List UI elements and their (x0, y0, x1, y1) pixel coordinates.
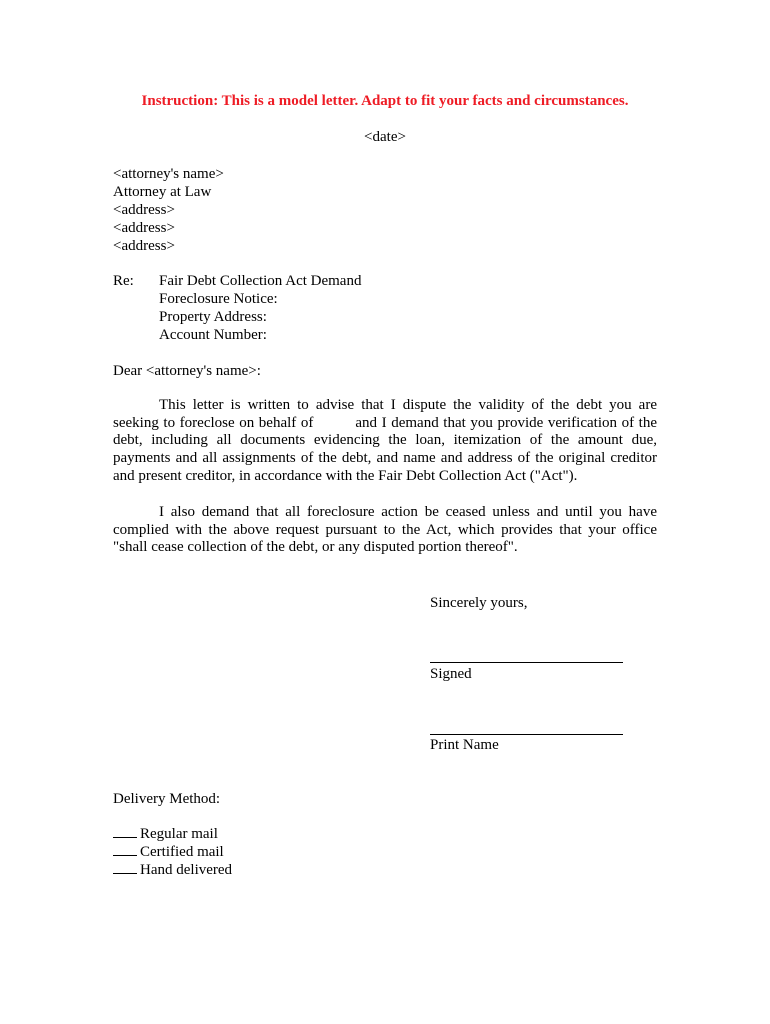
delivery-option-label: Regular mail (140, 826, 218, 842)
recipient-address-line: <address> (113, 202, 175, 218)
paragraph-line: and present creditor, in accordance with the Fair Debt Collection Act ("Act"). (113, 467, 578, 484)
recipient-address-line: <address> (113, 220, 175, 236)
body-paragraph-1 (113, 397, 657, 485)
date-placeholder: <date> (364, 129, 406, 145)
re-label: Re: (113, 273, 134, 289)
paragraph-line: complied with the above request pursuant to the Act, which provides that your office (113, 521, 657, 538)
paragraph-line-part: and I demand that you provide verification of the (355, 414, 657, 431)
delivery-method-label: Delivery Method: (113, 791, 221, 807)
re-subject-block (159, 272, 361, 344)
paragraph-line: payments and all assignments of the debt, and name and address of the original creditor (113, 450, 657, 467)
paragraph-line: This letter is written to advise that I dispute the validity of the debt you are (159, 397, 657, 413)
closing: Sincerely yours, (430, 595, 528, 611)
delivery-option-label: Certified mail (140, 844, 224, 860)
print-name-label: Print Name (430, 737, 499, 753)
re-foreclosure-notice: Foreclosure Notice: (159, 291, 278, 307)
re-subject-line: Fair Debt Collection Act Demand (159, 273, 362, 289)
recipient-address-line: <address> (113, 238, 175, 254)
delivery-option-regular (113, 825, 218, 843)
recipient-address-block (113, 165, 224, 255)
print-name-line (430, 734, 623, 735)
checkbox-blank (113, 861, 137, 874)
checkbox-blank (113, 843, 137, 856)
recipient-title: Attorney at Law (113, 184, 212, 200)
re-property-address: Property Address: (159, 309, 267, 325)
paragraph-line: "shall cease collection of the debt, or any disputed portion thereof". (113, 539, 518, 556)
paragraph-line (113, 415, 657, 433)
paragraph-line: I also demand that all foreclosure action be ceased unless and until you have (159, 504, 657, 520)
delivery-option-hand (113, 861, 232, 879)
re-account-number: Account Number: (159, 327, 267, 343)
recipient-name: <attorney's name> (113, 166, 224, 182)
delivery-option-label: Hand delivered (140, 862, 233, 878)
checkbox-blank (113, 825, 137, 838)
signed-label: Signed (430, 666, 472, 682)
body-paragraph-2 (113, 504, 657, 557)
delivery-option-certified (113, 843, 224, 861)
paragraph-line: debt, including all documents evidencing the loan, itemization of the amount due, (113, 432, 657, 449)
signature-line (430, 662, 623, 663)
paragraph-line-part: seeking to foreclose on behalf of (113, 414, 314, 431)
instruction-heading: Instruction: This is a model letter. Adapt to fit your facts and circumstances. (141, 93, 629, 109)
salutation: Dear <attorney's name>: (113, 363, 261, 379)
